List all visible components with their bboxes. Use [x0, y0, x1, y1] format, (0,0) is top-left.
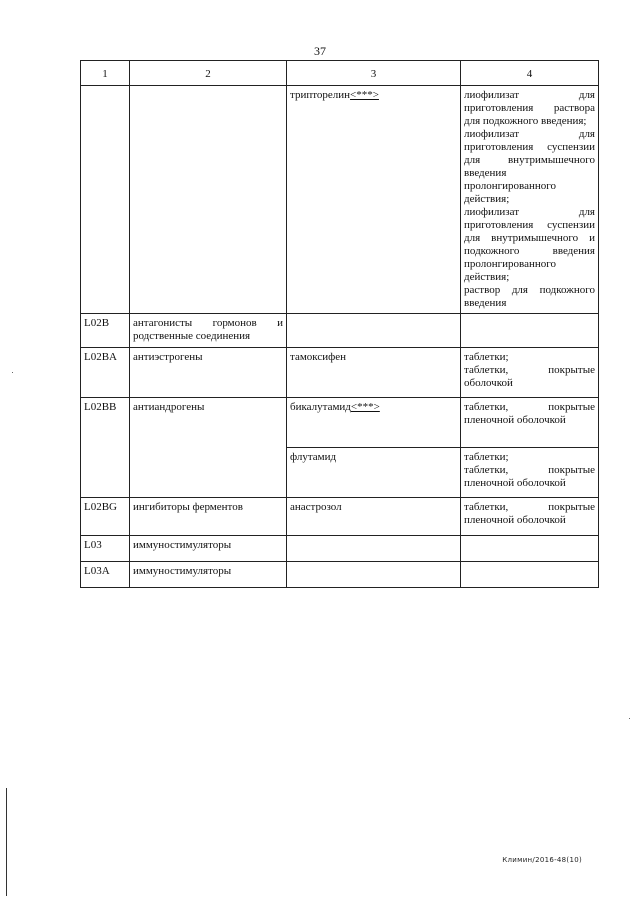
dosage-form-item: таблетки, покрытые пленочной оболочкой [464, 501, 595, 526]
footnote-mark-link[interactable]: <***> [350, 401, 380, 413]
group-name-cell: иммуностимуляторы [130, 536, 287, 562]
dosage-form-item: таблетки, покрытые пленочной оболочкой [464, 401, 595, 426]
atc-code-cell: L03 [81, 536, 130, 562]
table-row [81, 314, 599, 348]
group-name-cell: ингибиторы ферментов [130, 498, 287, 536]
dosage-form-item: лиофилизат для приготовления суспензии для внутримышечного введения пролонгированного действия; [464, 128, 595, 205]
group-name-cell: антиэстрогены [130, 348, 287, 398]
group-name-cell: антиандрогены [130, 398, 287, 498]
scan-speck [12, 372, 13, 373]
scan-margin-line [6, 788, 7, 896]
header-cell-2: 2 [130, 61, 287, 86]
page-number: 37 [314, 44, 326, 58]
atc-code-cell: L02BB [81, 398, 130, 498]
table-row [81, 348, 599, 398]
dosage-form-item: таблетки, покрытые оболочкой [464, 364, 595, 389]
dosage-forms-cell [461, 314, 599, 348]
dosage-forms-cell [461, 398, 599, 448]
dosage-forms-cell [461, 448, 599, 498]
drug-name-cell [287, 562, 461, 588]
drug-table [80, 60, 599, 588]
dosage-forms-cell [461, 498, 599, 536]
dosage-form-item: лиофилизат для приготовления суспензии для внутримышечного и подкожного введения пролонгированного действия; [464, 206, 595, 283]
dosage-form-item: лиофилизат для приготовления раствора для подкожного введения; [464, 89, 595, 127]
drug-name-cell [287, 86, 461, 314]
table-row [81, 562, 599, 588]
drug-name: трипторелин [290, 89, 351, 101]
dosage-forms-cell [461, 562, 599, 588]
header-cell-3: 3 [287, 61, 461, 86]
group-name-cell [130, 86, 287, 314]
dosage-form-item: таблетки; [464, 351, 509, 363]
drug-name-cell [287, 448, 461, 498]
drug-name-cell [287, 398, 461, 448]
drug-name: тамоксифен [290, 351, 347, 363]
header-cell-1: 1 [81, 61, 130, 86]
group-name-cell: иммуностимуляторы [130, 562, 287, 588]
header-cell-4: 4 [461, 61, 599, 86]
table-header-row [81, 61, 599, 86]
atc-code-cell: L03A [81, 562, 130, 588]
atc-code-cell: L02BG [81, 498, 130, 536]
dosage-form-item: раствор для подкожного введения [464, 284, 595, 309]
atc-code-cell [81, 86, 130, 314]
dosage-forms-cell [461, 348, 599, 398]
drug-name: анастрозол [290, 501, 342, 513]
drug-name: флутамид [290, 451, 337, 463]
dosage-forms-cell [461, 86, 599, 314]
dosage-form-item: таблетки; [464, 451, 509, 463]
drug-name-cell [287, 348, 461, 398]
dosage-forms-cell [461, 536, 599, 562]
scan-speck [629, 718, 630, 719]
table-row [81, 398, 599, 448]
atc-code-cell: L02BA [81, 348, 130, 398]
footer-stamp: Климин/2016-48(10) [502, 856, 582, 864]
drug-name-cell [287, 314, 461, 348]
drug-name: бикалутамид [290, 401, 351, 413]
table-row [81, 536, 599, 562]
table-row [81, 498, 599, 536]
table-row [81, 86, 599, 314]
group-name-cell: антагонисты гормонов и родственные соединения [130, 314, 287, 348]
drug-name-cell [287, 536, 461, 562]
dosage-form-item: таблетки, покрытые пленочной оболочкой [464, 464, 595, 489]
footnote-mark-link[interactable]: <***> [350, 89, 379, 101]
drug-name-cell [287, 498, 461, 536]
atc-code-cell: L02B [81, 314, 130, 348]
